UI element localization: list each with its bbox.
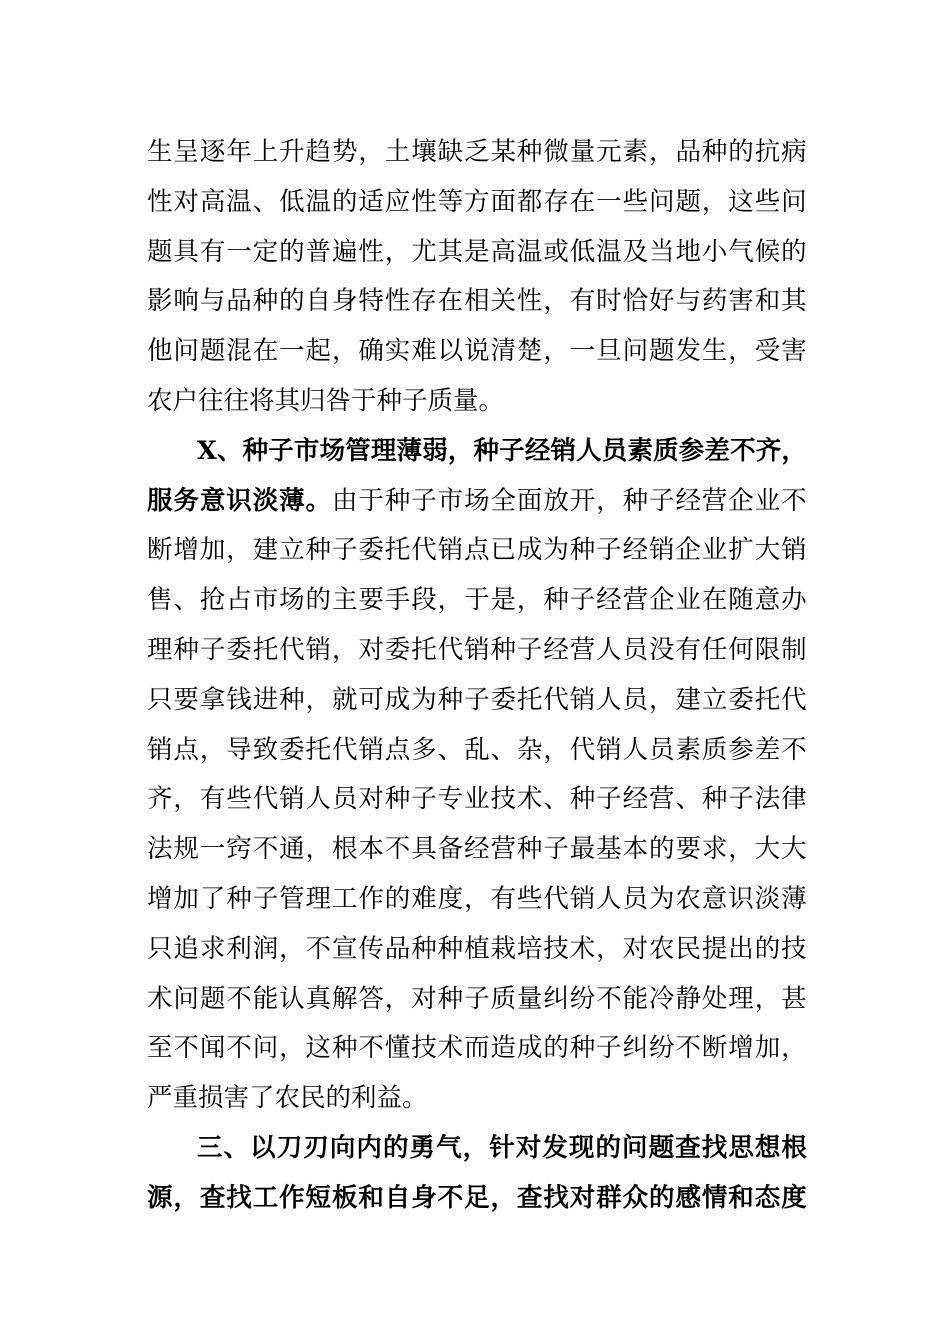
- section-heading-continuation: 服 务 意 识 淡 薄 。 由 于 种 子 市 场 全 面 放 开 ， 种 子 经 营 企 业 不: [147, 485, 807, 516]
- paragraph-line: 只 要 拿 钱 进 种 ， 就 可 成 为 种 子 委 托 代 销 人 员 ， 建 立 委 托 代: [147, 684, 807, 715]
- section-heading: 三 、 以 刀 刃 向 内 的 勇 气 ， 针 对 发 现 的 问 题 查 找 思 想 根: [197, 1132, 807, 1163]
- paragraph-line: 术 问 题 不 能 认 真 解 答 ， 对 种 子 质 量 纠 纷 不 能 冷 静 处 理 ， 甚: [147, 983, 807, 1014]
- paragraph-line: 题 具 有 一 定 的 普 遍 性 ， 尤 其 是 高 温 或 低 温 及 当 地 小 气 候 的: [147, 236, 807, 267]
- paragraph-line: 断 增 加 ， 建 立 种 子 委 托 代 销 点 已 成 为 种 子 经 销 企 业 扩 大 销: [147, 535, 807, 566]
- paragraph-line: 生 呈 逐 年 上 升 趋 势 ， 土 壤 缺 乏 某 种 微 量 元 素 ， 品 种 的 抗 病: [147, 137, 807, 167]
- paragraph-line: 理 种 子 委 托 代 销 ， 对 委 托 代 销 种 子 经 营 人 员 没 有 任 何 限 制: [147, 634, 807, 665]
- paragraph-line: 齐 ， 有 些 代 销 人 员 对 种 子 专 业 技 术 、 种 子 经 营 、 种 子 法 律: [147, 784, 807, 815]
- paragraph-line: 法 规 一 窍 不 通 ， 根 本 不 具 备 经 营 种 子 最 基 本 的 要 求 ， 大 大: [147, 834, 807, 865]
- paragraph-line: 他 问 题 混 在 一 起 ， 确 实 难 以 说 清 楚 ， 一 旦 问 题 发 生 ， 受 害: [147, 336, 807, 367]
- paragraph-line: 销 点 ， 导 致 委 托 代 销 点 多 、 乱 、 杂 ， 代 销 人 员 素 质 参 差 不: [147, 734, 807, 765]
- paragraph-line: 售 、 抢 占 市 场 的 主 要 手 段 ， 于 是 ， 种 子 经 营 企 业 在 随 意 办: [147, 585, 807, 616]
- section-heading: 源 ， 查 找 工 作 短 板 和 自 身 不 足 ， 查 找 对 群 众 的 感 情 和 态 度: [147, 1182, 807, 1213]
- paragraph-line: 增 加 了 种 子 管 理 工 作 的 难 度 ， 有 些 代 销 人 员 为 农 意 识 淡 薄: [147, 883, 807, 914]
- paragraph-line: 性 对 高 温 、 低 温 的 适 应 性 等 方 面 都 存 在 一 些 问 题 ， 这 些 问: [147, 186, 807, 217]
- paragraph-line: 只 追 求 利 润 ， 不 宣 传 品 种 种 植 栽 培 技 术 ， 对 农 民 提 出 的 技: [147, 933, 807, 964]
- document-body: [147, 128, 807, 1224]
- paragraph-line: 影 响 与 品 种 的 自 身 特 性 存 在 相 关 性 ， 有 时 恰 好 与 药 害 和 其: [147, 286, 807, 317]
- paragraph-line: 严重损害了农民的利益。: [147, 1083, 428, 1114]
- paragraph-line: 农户往往将其归咎于种子质量。: [147, 385, 505, 416]
- section-heading: X 、 种 子 市 场 管 理 薄 弱 ， 种 子 经 销 人 员 素 质 参 差 不 齐 ，: [197, 435, 807, 466]
- paragraph-line: 至 不 闻 不 问 ， 这 种 不 懂 技 术 而 造 成 的 种 子 纠 纷 不 断 增 加 ，: [147, 1033, 807, 1064]
